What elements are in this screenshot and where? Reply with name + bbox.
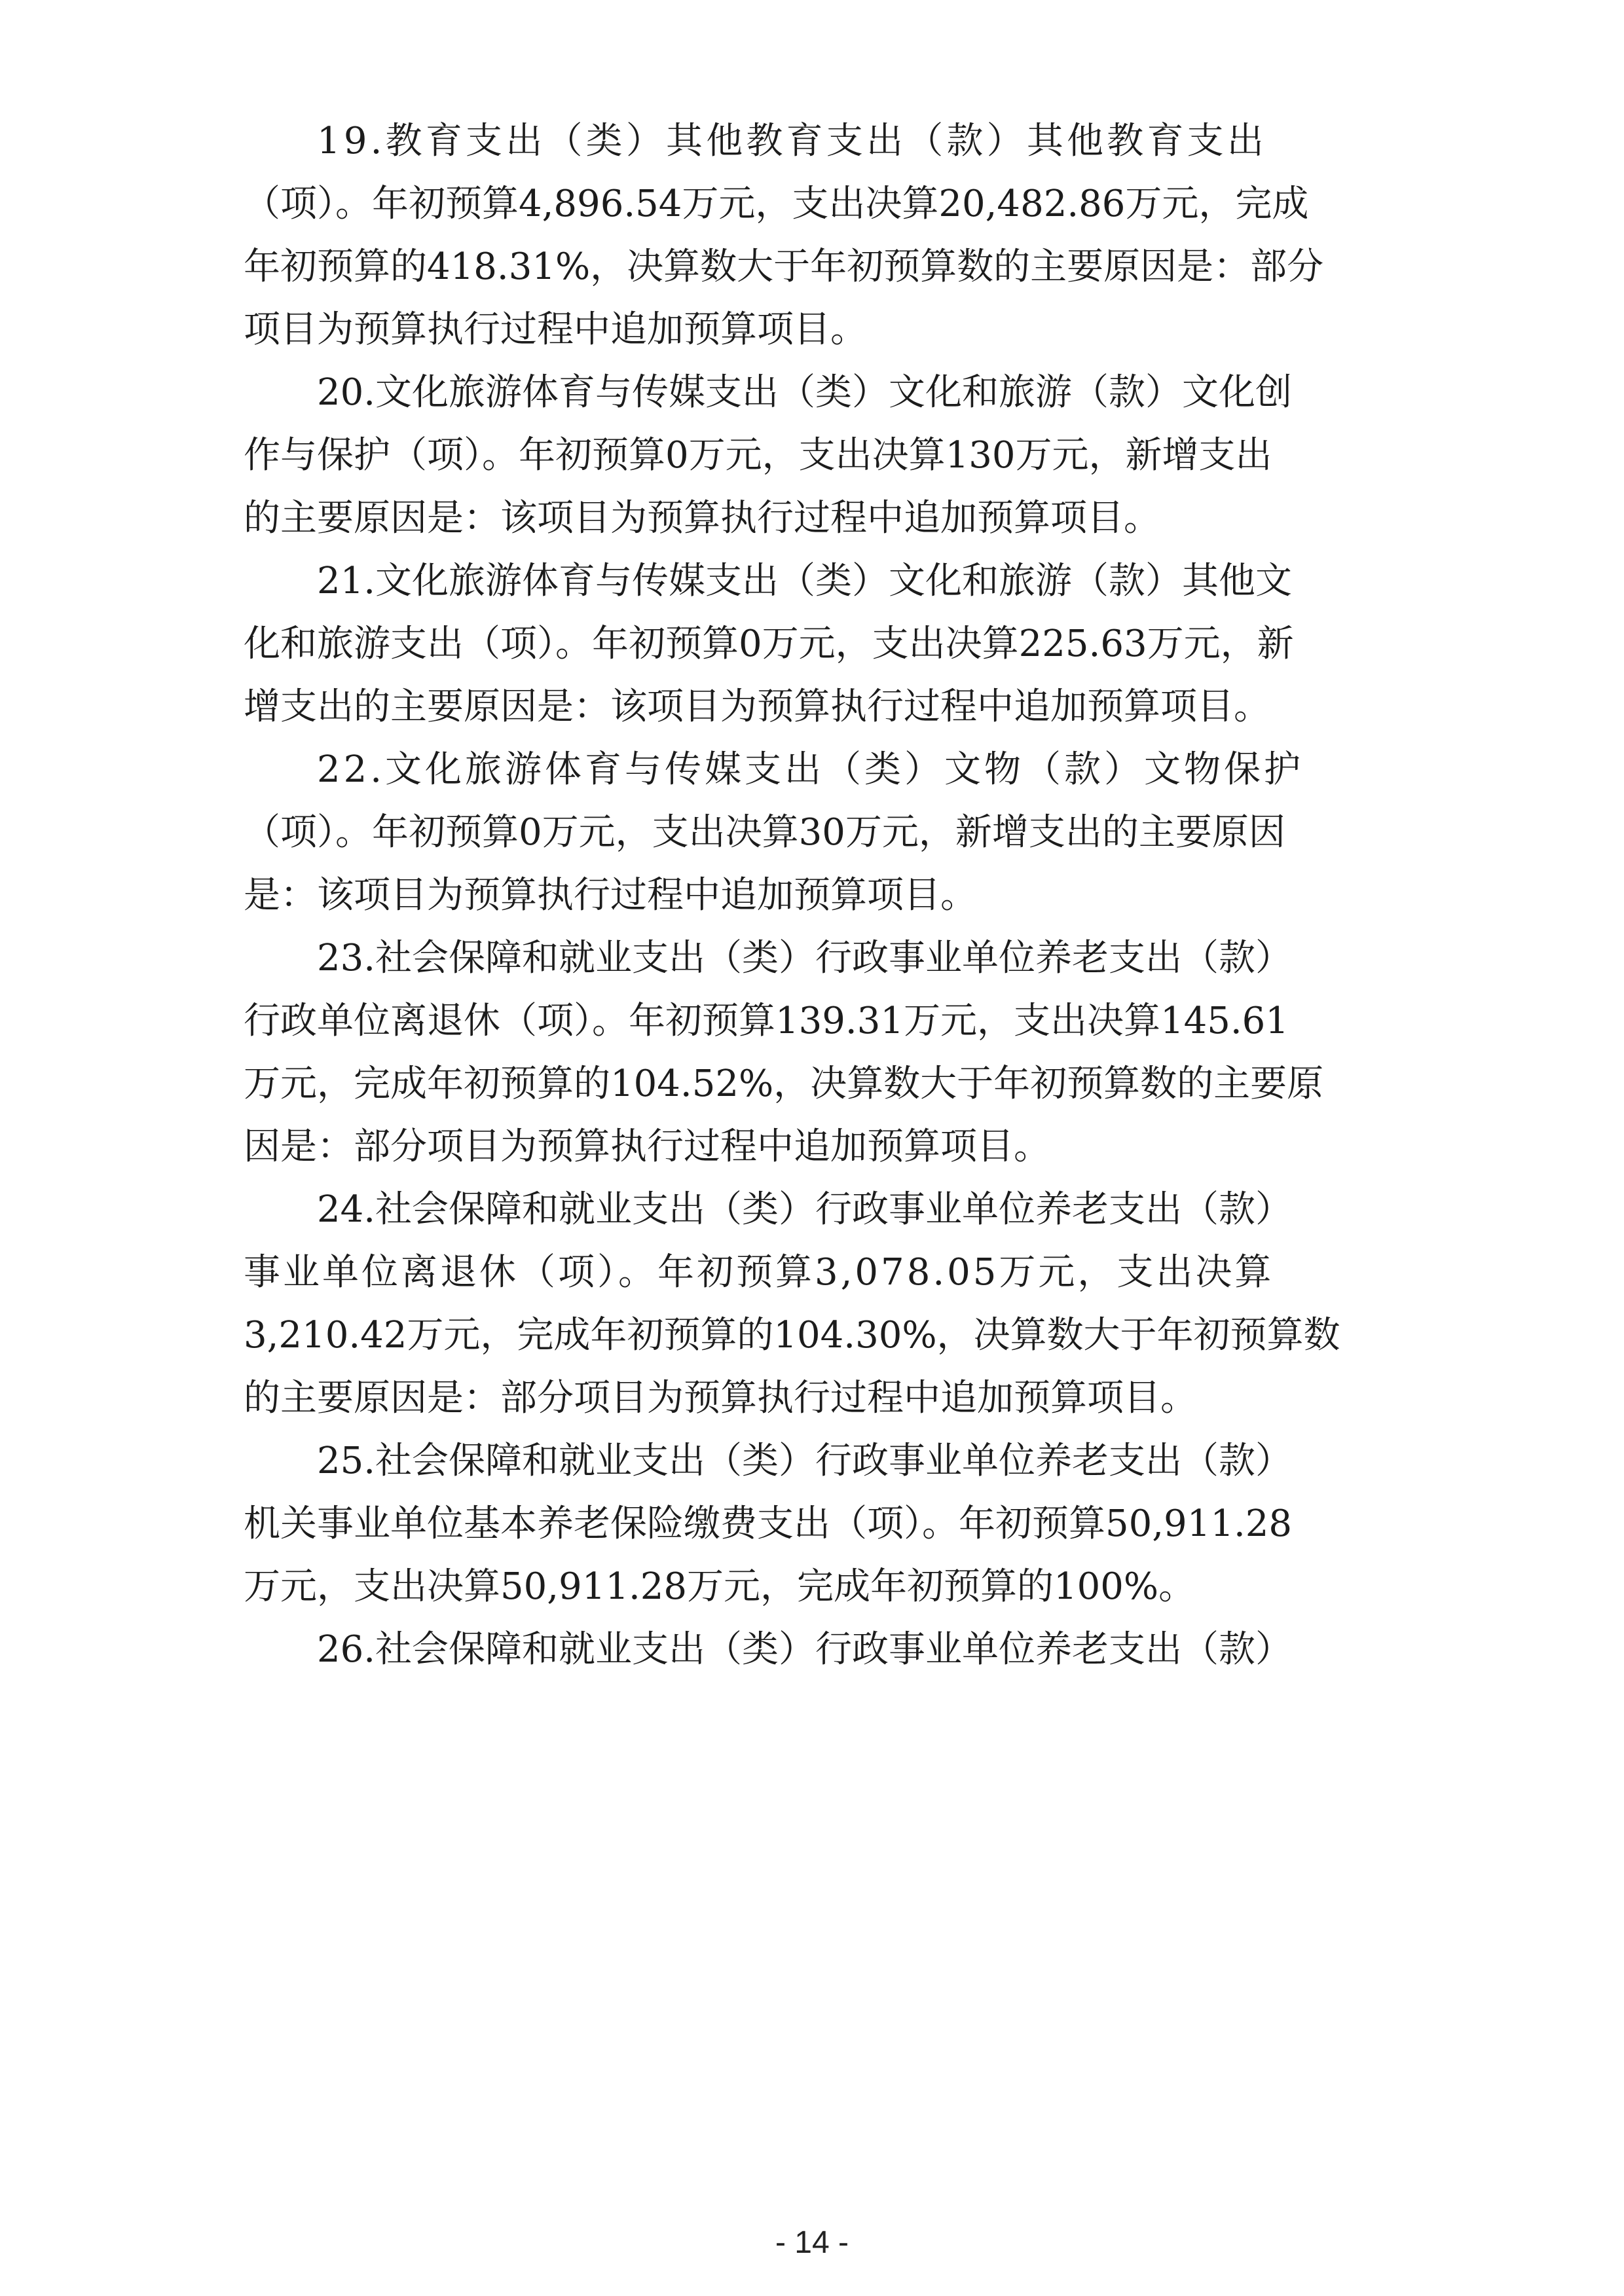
text-line: 万元，完成年初预算的104.52%，决算数大于年初预算数的主要原	[244, 1063, 1324, 1105]
text-line: 机关事业单位基本养老保险缴费支出（项）。年初预算50,911.28	[244, 1503, 1293, 1545]
text-line: 是：该项目为预算执行过程中追加预算项目。	[244, 874, 977, 917]
text-line: （项）。年初预算0万元，支出决算30万元，新增支出的主要原因	[244, 811, 1285, 854]
text-line: （项）。年初预算4,896.54万元，支出决算20,482.86万元，完成	[244, 183, 1309, 225]
paragraph-item-20	[244, 361, 1390, 550]
text-line: 的主要原因是：该项目为预算执行过程中追加预算项目。	[244, 497, 1160, 539]
text-line: 23.社会保障和就业支出（类）行政事业单位养老支出（款）	[317, 937, 1293, 979]
paragraph-item-25	[244, 1430, 1390, 1618]
text-line: 的主要原因是：部分项目为预算执行过程中追加预算项目。	[244, 1377, 1197, 1419]
text-line: 26.社会保障和就业支出（类）行政事业单位养老支出（款）	[317, 1628, 1293, 1671]
text-line: 增支出的主要原因是：该项目为预算执行过程中追加预算项目。	[244, 685, 1270, 728]
text-line: 21.文化旅游体育与传媒支出（类）文化和旅游（款）其他文	[317, 560, 1293, 602]
text-line: 项目为预算执行过程中追加预算项目。	[244, 308, 867, 351]
text-line: 3,210.42万元，完成年初预算的104.30%，决算数大于年初预算数	[244, 1314, 1340, 1357]
page-number: - 14 -	[775, 2225, 849, 2260]
paragraph-item-22	[244, 738, 1390, 927]
paragraph-item-21	[244, 550, 1390, 738]
body-text	[244, 110, 1390, 1681]
paragraph-item-23	[244, 927, 1390, 1178]
paragraph-item-24	[244, 1178, 1390, 1430]
text-line: 20.文化旅游体育与传媒支出（类）文化和旅游（款）文化创	[317, 371, 1293, 414]
text-line: 19.教育支出（类）其他教育支出（款）其他教育支出	[317, 120, 1268, 162]
text-line: 25.社会保障和就业支出（类）行政事业单位养老支出（款）	[317, 1440, 1293, 1482]
text-line: 因是：部分项目为预算执行过程中追加预算项目。	[244, 1125, 1050, 1168]
text-line: 化和旅游支出（项）。年初预算0万元，支出决算225.63万元，新	[244, 623, 1294, 665]
text-line: 行政单位离退休（项）。年初预算139.31万元，支出决算145.61	[244, 1000, 1289, 1042]
paragraph-item-26	[244, 1618, 1390, 1681]
text-line: 22.文化旅游体育与传媒支出（类）文物（款）文物保护	[317, 748, 1304, 791]
text-line: 事业单位离退休（项）。年初预算3,078.05万元，支出决算	[244, 1251, 1274, 1294]
text-line: 作与保护（项）。年初预算0万元，支出决算130万元，新增支出	[244, 434, 1272, 477]
paragraph-item-19	[244, 110, 1390, 361]
text-line: 24.社会保障和就业支出（类）行政事业单位养老支出（款）	[317, 1188, 1293, 1231]
text-line: 万元，支出决算50,911.28万元，完成年初预算的100%。	[244, 1565, 1196, 1608]
text-line: 年初预算的418.31%，决算数大于年初预算数的主要原因是：部分	[244, 246, 1324, 288]
